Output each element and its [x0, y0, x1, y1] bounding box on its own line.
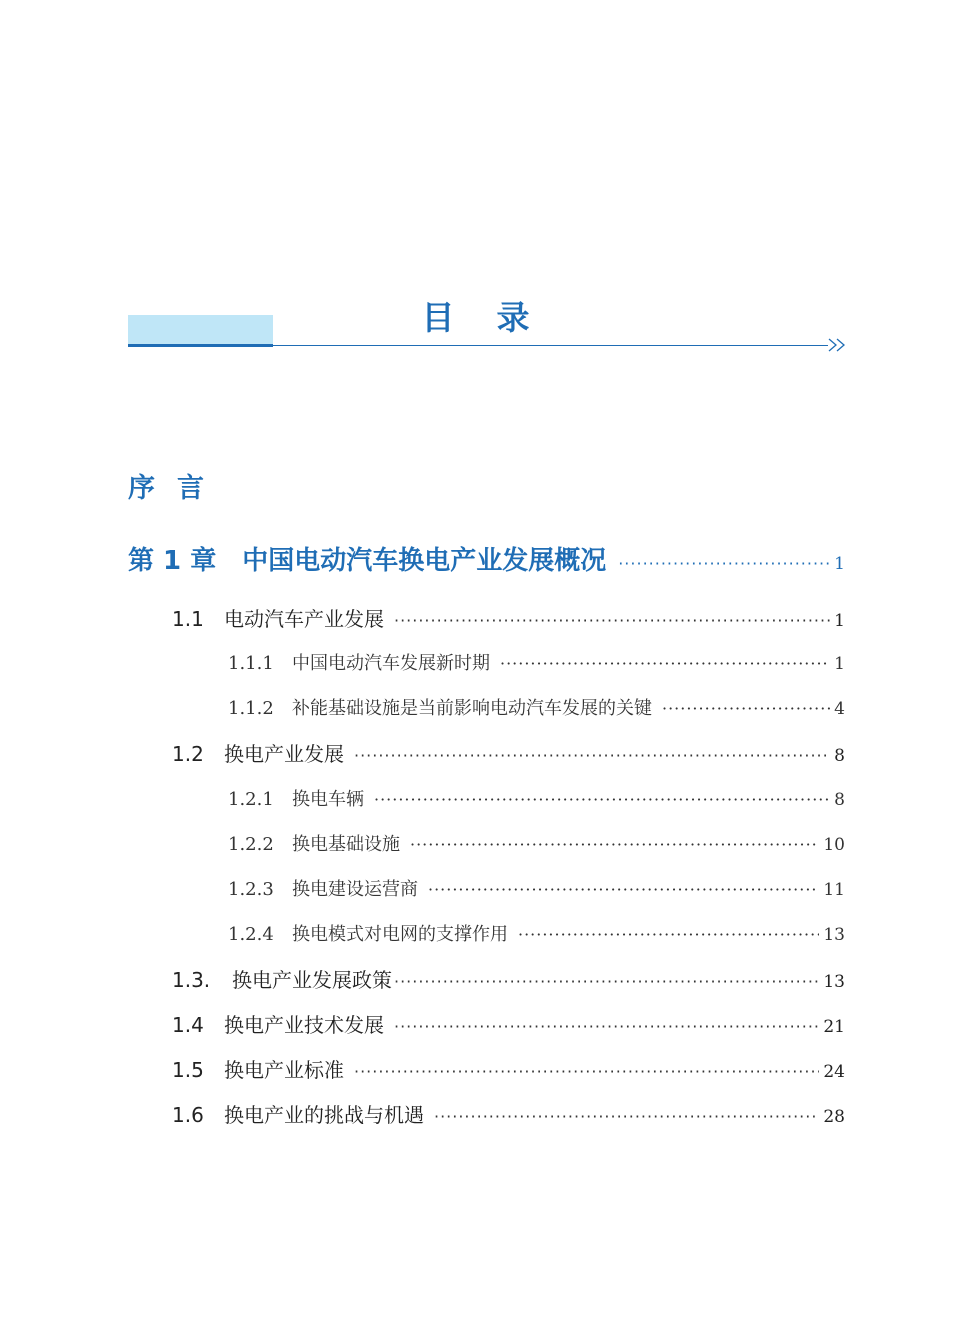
- subsection-title: 换电车辆: [292, 789, 364, 810]
- section-page: 24: [823, 1062, 845, 1082]
- subsection-number: 1.2.2: [228, 834, 274, 855]
- section-page: 8: [834, 746, 845, 766]
- dot-leader: [662, 699, 830, 718]
- section-number: 1.4: [172, 1013, 204, 1037]
- subsection-title: 换电建设运营商: [292, 879, 418, 900]
- subsection-number: 1.1.2: [228, 698, 274, 719]
- section-number: 1.1: [172, 607, 204, 631]
- dot-leader: [428, 880, 819, 899]
- toc-subsection[interactable]: [228, 830, 845, 856]
- subsection-number: 1.2.4: [228, 924, 274, 945]
- section-title: 换电产业技术发展: [224, 1013, 384, 1037]
- dot-leader: [618, 554, 830, 573]
- chapter-page: 1: [834, 554, 845, 574]
- section-title: 换电产业标准: [224, 1058, 344, 1082]
- subsection-page: 1: [834, 654, 845, 674]
- section-number: 1.2: [172, 742, 204, 766]
- section-title: 换电产业发展政策: [232, 968, 392, 992]
- toc-section[interactable]: [172, 964, 845, 993]
- subsection-page: 11: [823, 880, 845, 900]
- toc-subsection[interactable]: [228, 875, 845, 901]
- section-number: 1.5: [172, 1058, 204, 1082]
- subsection-title: 换电模式对电网的支撑作用: [292, 924, 508, 945]
- toc-section[interactable]: [172, 1009, 845, 1038]
- dot-leader: [394, 1017, 819, 1036]
- toc-subsection[interactable]: [228, 785, 845, 811]
- section-number: 1.6: [172, 1103, 204, 1127]
- dot-leader: [434, 1107, 819, 1126]
- preface-heading[interactable]: 序言: [128, 473, 226, 504]
- section-page: 13: [823, 972, 845, 992]
- subsection-number: 1.1.1: [228, 653, 274, 674]
- toc-section[interactable]: [172, 1054, 845, 1083]
- page-title-part1: 目: [421, 298, 457, 337]
- section-page: 28: [823, 1107, 845, 1127]
- chapter-title: 中国电动汽车换电产业发展概况: [242, 546, 607, 576]
- page-title: [0, 292, 953, 339]
- section-number: 1.3.: [172, 968, 211, 992]
- dot-leader: [394, 972, 819, 991]
- toc-section[interactable]: [172, 738, 845, 767]
- section-title: 换电产业的挑战与机遇: [224, 1103, 424, 1127]
- subsection-page: 8: [834, 790, 845, 810]
- dot-leader: [500, 654, 830, 673]
- toc-section[interactable]: [172, 1099, 845, 1128]
- subsection-title: 换电基础设施: [292, 834, 400, 855]
- toc-chapter-1[interactable]: [128, 540, 845, 577]
- page-title-part2: 录: [496, 298, 532, 337]
- subsection-page: 4: [834, 699, 845, 719]
- toc-subsection[interactable]: [228, 920, 845, 946]
- subsection-page: 10: [823, 835, 845, 855]
- header-rule: [273, 345, 828, 346]
- section-page: 21: [823, 1017, 845, 1037]
- subsection-number: 1.2.3: [228, 879, 274, 900]
- section-title: 换电产业发展: [224, 742, 344, 766]
- header-accent-underline: [128, 344, 273, 347]
- dot-leader: [354, 1062, 819, 1081]
- dot-leader: [518, 925, 819, 944]
- subsection-page: 13: [823, 925, 845, 945]
- section-title: 电动汽车产业发展: [224, 607, 384, 631]
- section-page: 1: [834, 611, 845, 631]
- subsection-title: 中国电动汽车发展新时期: [292, 653, 490, 674]
- toc-section[interactable]: [172, 603, 845, 632]
- toc-subsection[interactable]: [228, 694, 845, 720]
- dot-leader: [354, 746, 830, 765]
- subsection-number: 1.2.1: [228, 789, 274, 810]
- dot-leader: [394, 611, 830, 630]
- chapter-number: 第 1 章: [128, 546, 217, 576]
- dot-leader: [374, 790, 830, 809]
- subsection-title: 补能基础设施是当前影响电动汽车发展的关键: [292, 698, 652, 719]
- dot-leader: [410, 835, 819, 854]
- toc-subsection[interactable]: [228, 649, 845, 675]
